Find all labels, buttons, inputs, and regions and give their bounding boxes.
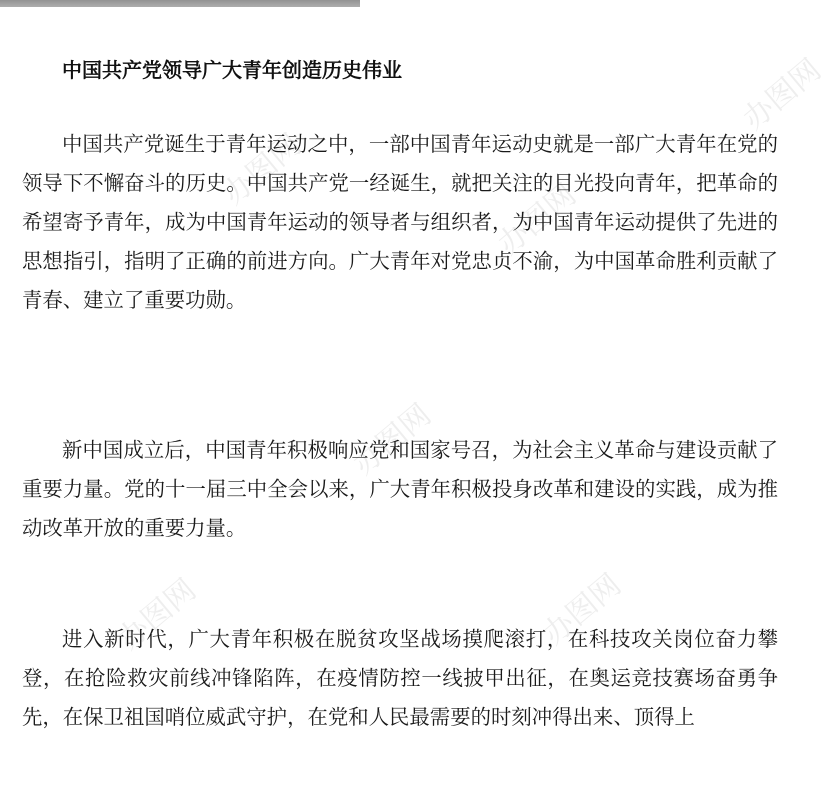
watermark: 办图网 — [736, 52, 828, 138]
watermark: 办图网 — [491, 177, 583, 263]
top-cropped-text-strip — [0, 0, 360, 7]
paragraph-3: 进入新时代，广大青年积极在脱贫攻坚战场摸爬滚打，在科技攻关岗位奋力攀登，在抢险救灾前线冲锋陷阵，在疫情防控一线披甲出征，在奥运竞技赛场奋勇争先，在保卫祖国哨位威武守护，在党和人民最需要的时刻冲得出来、顶得上 — [22, 627, 778, 729]
article-heading: 中国共产党领导广大青年创造历史伟业 — [62, 58, 402, 82]
watermark: 办图网 — [111, 572, 203, 658]
watermark: 办图网 — [216, 127, 308, 213]
paragraph-1: 中国共产党诞生于青年运动之中，一部中国青年运动史就是一部广大青年在党的领导下不懈奋斗的历史。中国共产党一经诞生，就把关注的目光投向青年，把革命的希望寄予青年，成为中国青年运动的领导者与组织者，为中国青年运动提供了先进的思想指引，指明了正确的前进方向。广大青年对党忠贞不渝，为中国革命胜利贡献了青春、建立了重要功勋。 — [22, 132, 778, 312]
watermark: 办图网 — [536, 567, 628, 653]
watermark: 办图网 — [346, 397, 438, 483]
paragraph-2: 新中国成立后，中国青年积极响应党和国家号召，为社会主义革命与建设贡献了重要力量。党的十一届三中全会以来，广大青年积极投身改革和建设的实践，成为推动改革开放的重要力量。 — [22, 438, 778, 540]
